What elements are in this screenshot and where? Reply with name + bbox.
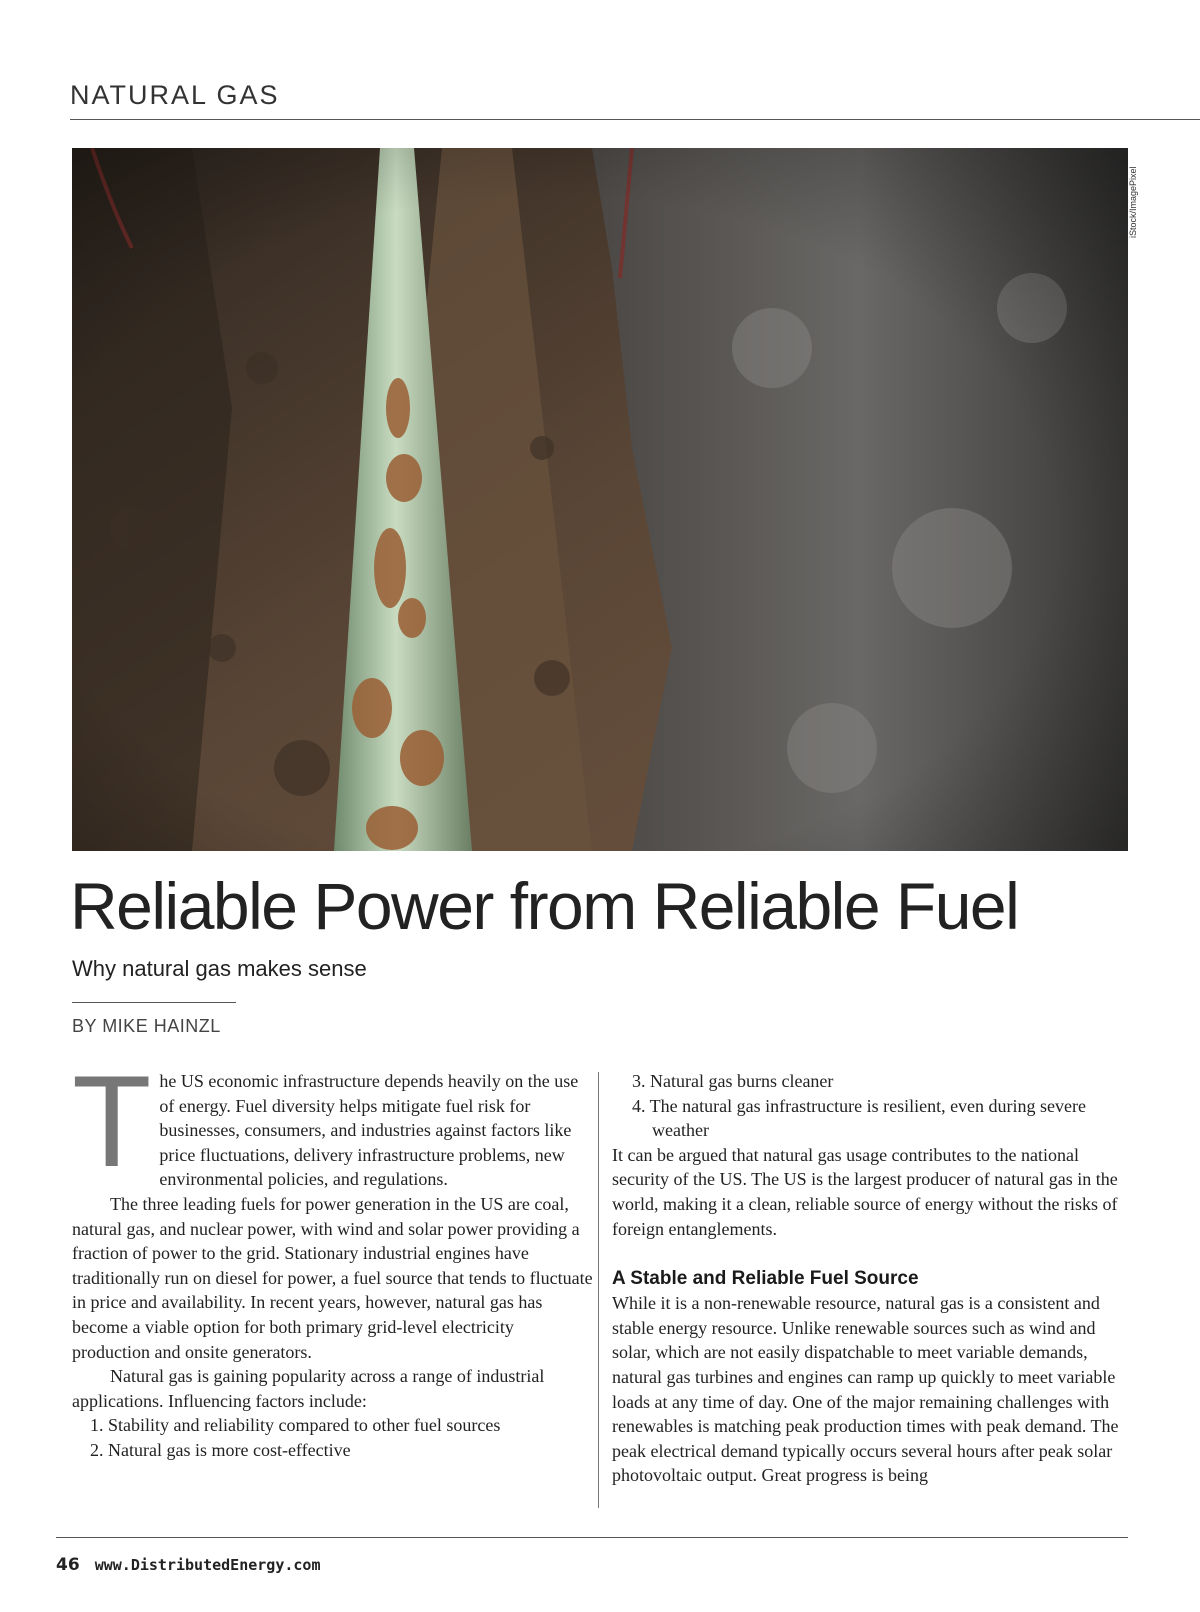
paragraph-security: It can be argued that natural gas usage contributes to the national security of the US. The US is the largest producer of natural gas in the world, making it a clean, reliable source of energy without the risks of foreign entanglements. (612, 1144, 1118, 1239)
page-footer (56, 1555, 320, 1575)
section-label: NATURAL GAS (70, 80, 280, 110)
paragraph-stable: While it is a non-renewable resource, natural gas is a consistent and stable energy resource. Unlike renewable sources such as wind and solar, which are not easily dispatchable to meet variable demands, natural gas turbines and engines can ramp up quickly to meet variable loads at any time of day. One of the major remaining challenges with renewables is matching peak production times with peak demand. The peak electrical demand typically occurs several hours after peak solar photovoltaic output. Great progress is being (612, 1293, 1119, 1486)
body-column-right (612, 1069, 1132, 1488)
section-heading: A Stable and Reliable Fuel Source (612, 1268, 919, 1290)
paragraph-intro (72, 1048, 594, 1194)
byline: BY MIKE HAINZL (72, 1016, 221, 1036)
body-column-left (72, 1048, 594, 1463)
drop-cap: T (72, 1048, 152, 1194)
paragraph-fuels: The three leading fuels for power generation in the US are coal, natural gas, and nuclear power, with wind and solar power providing a fraction of power to the grid. Stationary industrial engines have traditionally run on diesel for power, a fuel source that tends to fluctuate in price and availability. In recent years, however, natural gas has become a viable option for both primary grid-level electricity production and onsite generators. (72, 1193, 593, 1362)
paragraph-intro-text: he US economic infrastructure depends heavily on the use of energy. Fuel diversity helps mitigate fuel risk for businesses, consumers, and industries against factors like price fluctuations, delivery infrastructure problems, new environmental policies, and regulations. (159, 1071, 579, 1190)
page-number: 46 (56, 1555, 80, 1575)
footer-rule (56, 1537, 1128, 1538)
list-item: 4. The natural gas infrastructure is resilient, even during severe weather (632, 1095, 1087, 1141)
byline-rule (72, 1002, 236, 1003)
article-title: Reliable Power from Reliable Fuel (70, 869, 1019, 943)
pipe-in-trench-image (72, 148, 1128, 851)
article-photo (72, 148, 1128, 851)
photo-credit: iStock/ImagePixel (1128, 166, 1138, 238)
factors-list-continued (612, 1069, 1132, 1143)
column-divider (598, 1072, 599, 1508)
list-item: 2. Natural gas is more cost-effective (90, 1439, 351, 1460)
website-link[interactable]: www.DistributedEnergy.com (94, 1556, 321, 1574)
paragraph-popularity: Natural gas is gaining popularity across a range of industrial applications. Influencing factors include: (72, 1366, 545, 1411)
article-subtitle: Why natural gas makes sense (72, 956, 367, 981)
header-rule (70, 119, 1200, 120)
list-item: 3. Natural gas burns cleaner (632, 1071, 834, 1091)
list-item: 1. Stability and reliability compared to other fuel sources (90, 1415, 501, 1436)
factors-list (72, 1413, 594, 1462)
